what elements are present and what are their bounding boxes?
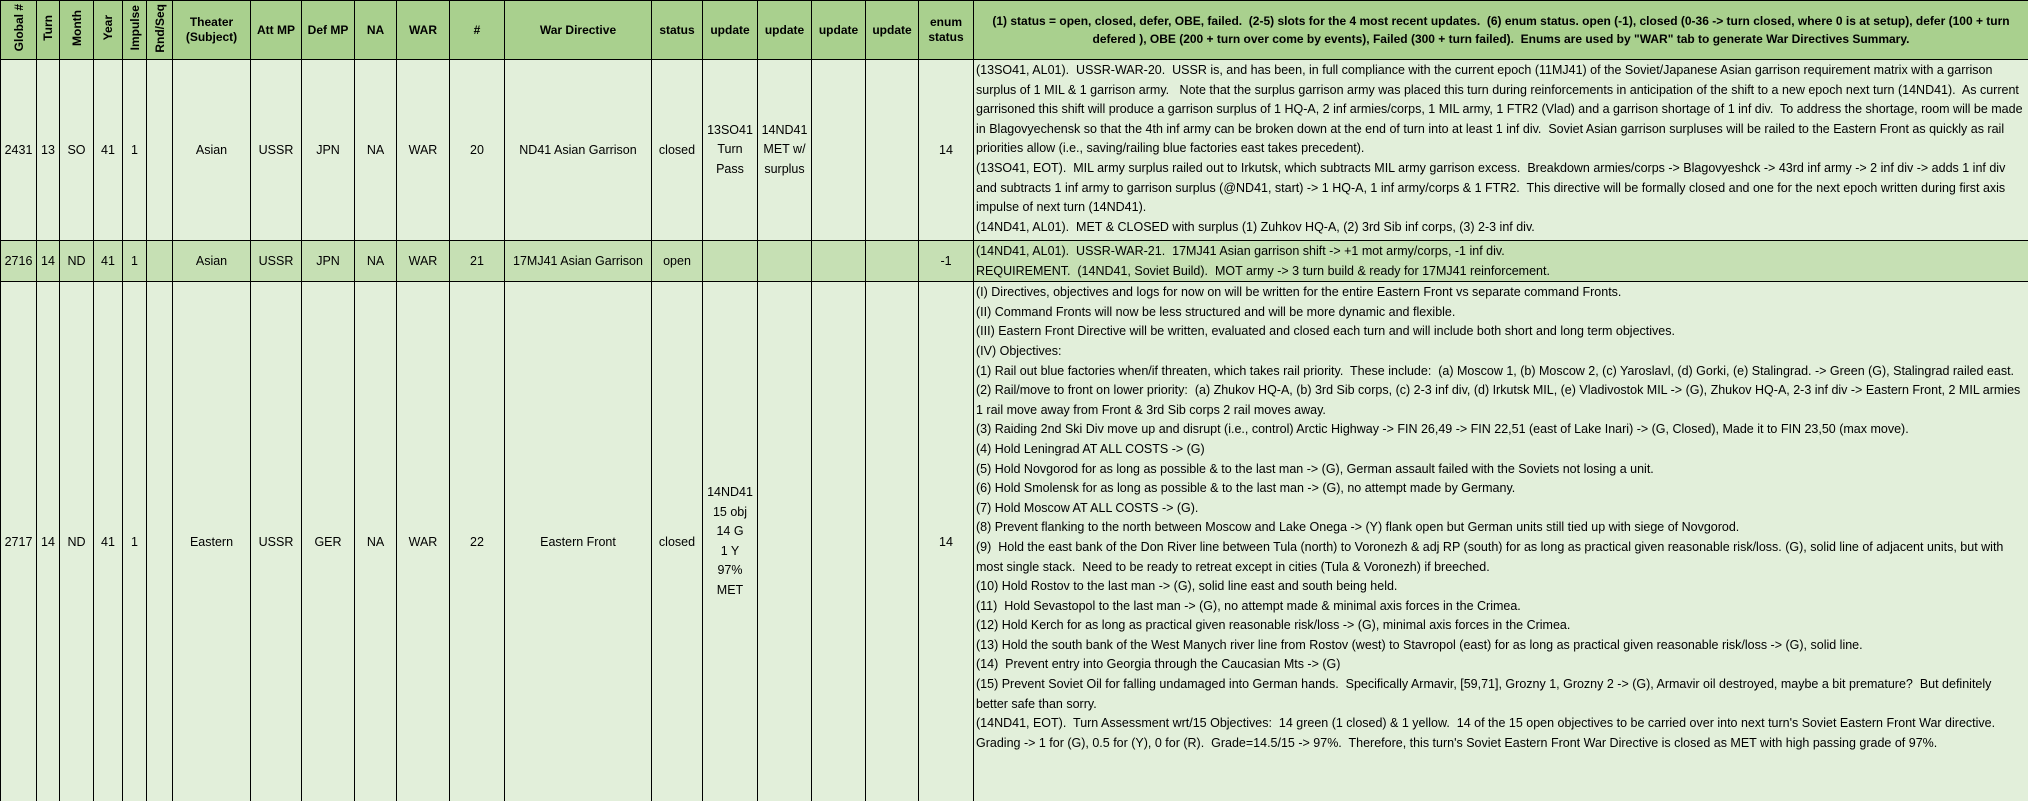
header-rnd-seq[interactable] xyxy=(147,1,173,60)
cell-update-4[interactable] xyxy=(866,60,919,241)
cell-rnd-seq[interactable] xyxy=(147,241,173,282)
cell-update-1[interactable] xyxy=(703,241,758,282)
cell-enum-status[interactable]: -1 xyxy=(919,241,974,282)
note-entry: (IV) Objectives: xyxy=(976,343,1062,358)
note-entry: (10) Hold Rostov to the last man -> (G), solid line east and south being held. xyxy=(976,579,1398,594)
table-row xyxy=(1,241,2028,282)
cell-month[interactable]: ND xyxy=(60,241,94,282)
table-row xyxy=(1,60,2028,241)
cell-theater[interactable]: Asian xyxy=(173,60,251,241)
cell-enum-status[interactable]: 14 xyxy=(919,60,974,241)
note-entry: (III) Eastern Front Directive will be written, evaluated and closed each turn and will include both short and long term objectives. xyxy=(976,324,1675,339)
cell-turn[interactable]: 14 xyxy=(37,282,60,801)
cell-def-mp[interactable]: JPN xyxy=(302,241,355,282)
cell-war-directive[interactable]: Eastern Front xyxy=(505,282,652,801)
header-label: Month xyxy=(69,10,84,46)
header-att-mp[interactable]: Att MP xyxy=(251,1,302,60)
header-war-directive[interactable]: War Directive xyxy=(505,1,652,60)
cell-update-1[interactable]: 13SO41 Turn Pass xyxy=(703,60,758,241)
note-entry: (14ND41, AL01). MET & CLOSED with surplus (1) Zuhkov HQ-A, (2) 3rd Sib inf corps, (3) 2-3 inf div. xyxy=(976,219,1535,234)
cell-month[interactable]: SO xyxy=(60,60,94,241)
cell-directive-number[interactable]: 22 xyxy=(450,282,505,801)
header-update-1[interactable]: update xyxy=(703,1,758,60)
note-entry: (13SO41, EOT). MIL army surplus railed out to Irkutsk, which subtracts MIL army garrison excess. Breakdown armies/corps -> Blagovyeshck -> 43rd inf army -> 2 inf div -> adds 1 inf div and subtracts 1 inf army to garrison surplus (@ND41, start) -> 1 HQ-A, 1 inf army/corps & 1 FTR2. This directive will be formally closed and one for the next epoch written during first axis impulse of next turn (14ND41). xyxy=(976,160,2009,215)
cell-update-4[interactable] xyxy=(866,241,919,282)
header-status[interactable]: status xyxy=(652,1,703,60)
cell-status[interactable]: open xyxy=(652,241,703,282)
header-label: Global # xyxy=(11,4,26,52)
note-entry: (I) Directives, objectives and logs for now on will be written for the entire Eastern Front vs separate command Fronts. xyxy=(976,285,1622,300)
header-theater[interactable]: Theater (Subject) xyxy=(173,1,251,60)
note-entry: (II) Command Fronts will now be less structured and will be more dynamic and flexible. xyxy=(976,304,1456,319)
cell-impulse[interactable]: 1 xyxy=(123,241,147,282)
cell-turn[interactable]: 14 xyxy=(37,241,60,282)
table-row xyxy=(1,282,2028,801)
cell-status[interactable]: closed xyxy=(652,60,703,241)
note-entry: (4) Hold Leningrad AT ALL COSTS -> (G) xyxy=(976,441,1205,456)
cell-directive-number[interactable]: 21 xyxy=(450,241,505,282)
cell-att-mp[interactable]: USSR xyxy=(251,60,302,241)
cell-na[interactable]: NA xyxy=(355,60,397,241)
note-entry: (14) Prevent entry into Georgia through the Caucasian Mts -> (G) xyxy=(976,657,1341,672)
cell-update-3[interactable] xyxy=(812,282,866,801)
cell-war[interactable]: WAR xyxy=(397,60,450,241)
note-entry: (8) Prevent flanking to the north between Moscow and Lake Onega -> (Y) flank open but German units still tied up with siege of Novgorod. xyxy=(976,520,1740,535)
cell-def-mp[interactable]: JPN xyxy=(302,60,355,241)
cell-notes[interactable] xyxy=(974,241,2028,282)
note-entry: REQUIREMENT. (14ND41, Soviet Build). MOT army -> 3 turn build & ready for 17MJ41 reinforcement. xyxy=(976,263,1550,278)
cell-status[interactable]: closed xyxy=(652,282,703,801)
note-entry: (14ND41, AL01). USSR-WAR-21. 17MJ41 Asian garrison shift -> +1 mot army/corps, -1 inf div. xyxy=(976,244,1505,258)
header-update-3[interactable]: update xyxy=(812,1,866,60)
cell-att-mp[interactable]: USSR xyxy=(251,241,302,282)
cell-turn[interactable]: 13 xyxy=(37,60,60,241)
cell-theater[interactable]: Asian xyxy=(173,241,251,282)
header-update-4[interactable]: update xyxy=(866,1,919,60)
header-turn[interactable] xyxy=(37,1,60,60)
cell-year[interactable]: 41 xyxy=(94,282,123,801)
cell-notes[interactable] xyxy=(974,282,2028,801)
header-war[interactable]: WAR xyxy=(397,1,450,60)
cell-war-directive[interactable]: 17MJ41 Asian Garrison xyxy=(505,241,652,282)
cell-enum-status[interactable]: 14 xyxy=(919,282,974,801)
cell-war[interactable]: WAR xyxy=(397,241,450,282)
cell-update-4[interactable] xyxy=(866,282,919,801)
cell-notes[interactable] xyxy=(974,60,2028,241)
note-entry: (14ND41, EOT). Turn Assessment wrt/15 Objectives: 14 green (1 closed) & 1 yellow. 14 of the 15 open objectives to be carried over into next turn's Soviet Eastern Front War directive. Grading -> 1 for (G), 0.5 for (Y), 0 for (R). Grade=14.5/15 -> 97%. Therefore, this turn's Soviet Eastern Front War Directive is closed as MET with high passing grade of 97%. xyxy=(976,716,2003,750)
header-label: Year xyxy=(101,15,115,41)
note-entry: (7) Hold Moscow AT ALL COSTS -> (G). xyxy=(976,500,1199,515)
cell-theater[interactable]: Eastern xyxy=(173,282,251,801)
header-label: Turn xyxy=(41,15,55,41)
cell-update-2[interactable] xyxy=(758,241,812,282)
note-entry: (13) Hold the south bank of the West Manych river line from Rostov (west) to Stavropol (east) for as long as practical given reasonable risk/loss -> (G), solid line. xyxy=(976,637,1863,652)
note-entry: (6) Hold Smolensk for as long as possible & to the last man -> (G), no attempt made by Germany. xyxy=(976,481,1516,496)
cell-na[interactable]: NA xyxy=(355,282,397,801)
header-notes-legend[interactable]: (1) status = open, closed, defer, OBE, failed. (2-5) slots for the 4 most recent updates. (6) enum status. open (-1), closed (0-36 -> turn closed, where 0 is at setup), defer (100 + turn defered ), OBE (200 + turn over come by events), Failed (300 + turn failed). Enums are used by "WAR" tab to generate War Directives Summary. xyxy=(974,1,2028,60)
note-entry: (15) Prevent Soviet Oil for falling undamaged into German hands. Specifically Armavir, [59,71], Grozny 1, Grozny 2 -> (G), Armavir oil destroyed, maybe a bit premature? But definitely better safe than sorry. xyxy=(976,677,1995,711)
cell-war[interactable]: WAR xyxy=(397,282,450,801)
cell-impulse[interactable]: 1 xyxy=(123,282,147,801)
header-year[interactable] xyxy=(94,1,123,60)
cell-impulse[interactable]: 1 xyxy=(123,60,147,241)
cell-month[interactable]: ND xyxy=(60,282,94,801)
cell-rnd-seq[interactable] xyxy=(147,60,173,241)
note-entry: (13SO41, AL01). USSR-WAR-20. USSR is, and has been, in full compliance with the current epoch (11MJ41) of the Soviet/Japanese Asian garrison requirement matrix with a garrison surplus of 1 MIL & 1 garrison army. Note that the surplus garrison army was placed this turn during reinforcements in anticipation of the shift to a new epoch next turn (14ND41). As current garrisoned this shift will produce a garrison surplus of 1 HQ-A, 2 inf armies/corps, 1 MIL army, 1 FTR2 (Vlad) and a garrison shortage of 1 inf div. To address the shortage, room will be made in Blagovyechensk so that the 4th inf army can be broken down at the end of turn into at least 1 inf div. Soviet Asian garrison surpluses will be railed to the Eastern Front as quickly as rail priorities allow (i.e., saving/railing blue factories east takes precedent). xyxy=(976,63,2027,156)
note-entry: (5) Hold Novgorod for as long as possible & to the last man -> (G), German assault failed with the Soviets not losing a unit. xyxy=(976,461,1654,476)
header-impulse[interactable] xyxy=(123,1,147,60)
header-row xyxy=(1,1,2028,60)
cell-global-num[interactable]: 2431 xyxy=(1,60,37,241)
header-directive-number[interactable]: # xyxy=(450,1,505,60)
cell-directive-number[interactable]: 20 xyxy=(450,60,505,241)
cell-update-2[interactable] xyxy=(758,282,812,801)
header-def-mp[interactable]: Def MP xyxy=(302,1,355,60)
cell-update-2[interactable]: 14ND41 MET w/ surplus xyxy=(758,60,812,241)
cell-update-1[interactable]: 14ND41 15 obj 14 G 1 Y 97% MET xyxy=(703,282,758,801)
header-global-num[interactable] xyxy=(1,1,37,60)
cell-year[interactable]: 41 xyxy=(94,60,123,241)
cell-year[interactable]: 41 xyxy=(94,241,123,282)
note-entry: (2) Rail/move to front on lower priority: (a) Zhukov HQ-A, (b) 3rd Sib corps, (c) 2-3 inf div, (d) Irkutsk MIL, (e) Vladivostok MIL -> (G), Zhukov HQ-A, 2-3 inf div -> Eastern Front, 2 MIL armies 1 rail move away from Front & 3rd Sib corps 2 rail moves away. xyxy=(976,383,2024,417)
header-month[interactable] xyxy=(60,1,94,60)
note-entry: (12) Hold Kerch for as long as practical given reasonable risk/loss -> (G), minimal axis forces in the Crimea. xyxy=(976,618,1571,633)
cell-att-mp[interactable]: USSR xyxy=(251,282,302,801)
cell-update-3[interactable] xyxy=(812,241,866,282)
cell-global-num[interactable]: 2717 xyxy=(1,282,37,801)
cell-update-3[interactable] xyxy=(812,60,866,241)
cell-global-num[interactable]: 2716 xyxy=(1,241,37,282)
cell-rnd-seq[interactable] xyxy=(147,282,173,801)
note-entry: (11) Hold Sevastopol to the last man -> (G), no attempt made & minimal axis forces in the Crimea. xyxy=(976,598,1521,613)
note-entry: (1) Rail out blue factories when/if threaten, which takes rail priority. These include: (a) Moscow 1, (b) Moscow 2, (c) Yaroslavl, (d) Gorki, (e) Stalingrad. -> Green (G), Stalingrad railed east. xyxy=(976,363,2015,378)
header-label: Rnd/Seq xyxy=(152,3,167,53)
cell-def-mp[interactable]: GER xyxy=(302,282,355,801)
note-entry: (3) Raiding 2nd Ski Div move up and disrupt (i.e., control) Arctic Highway -> FIN 26,49 -> FIN 22,51 (east of Lake Inari) -> (G, Closed), Made it to FIN 23,50 (max move). xyxy=(976,422,1909,437)
cell-na[interactable]: NA xyxy=(355,241,397,282)
header-enum-status[interactable]: enum status xyxy=(919,1,974,60)
header-label: Impulse xyxy=(127,5,142,51)
header-update-2[interactable]: update xyxy=(758,1,812,60)
cell-war-directive[interactable]: ND41 Asian Garrison xyxy=(505,60,652,241)
note-entry: (9) Hold the east bank of the Don River line between Tula (north) to Voronezh & adj RP (south) for as long as practical given reasonable risk/loss. (G), solid line of adjacent units, but with most single stack. Need to be ready to retreat except in cities (Tula & Voronezh) if breeched. xyxy=(976,539,2007,574)
header-na[interactable]: NA xyxy=(355,1,397,60)
